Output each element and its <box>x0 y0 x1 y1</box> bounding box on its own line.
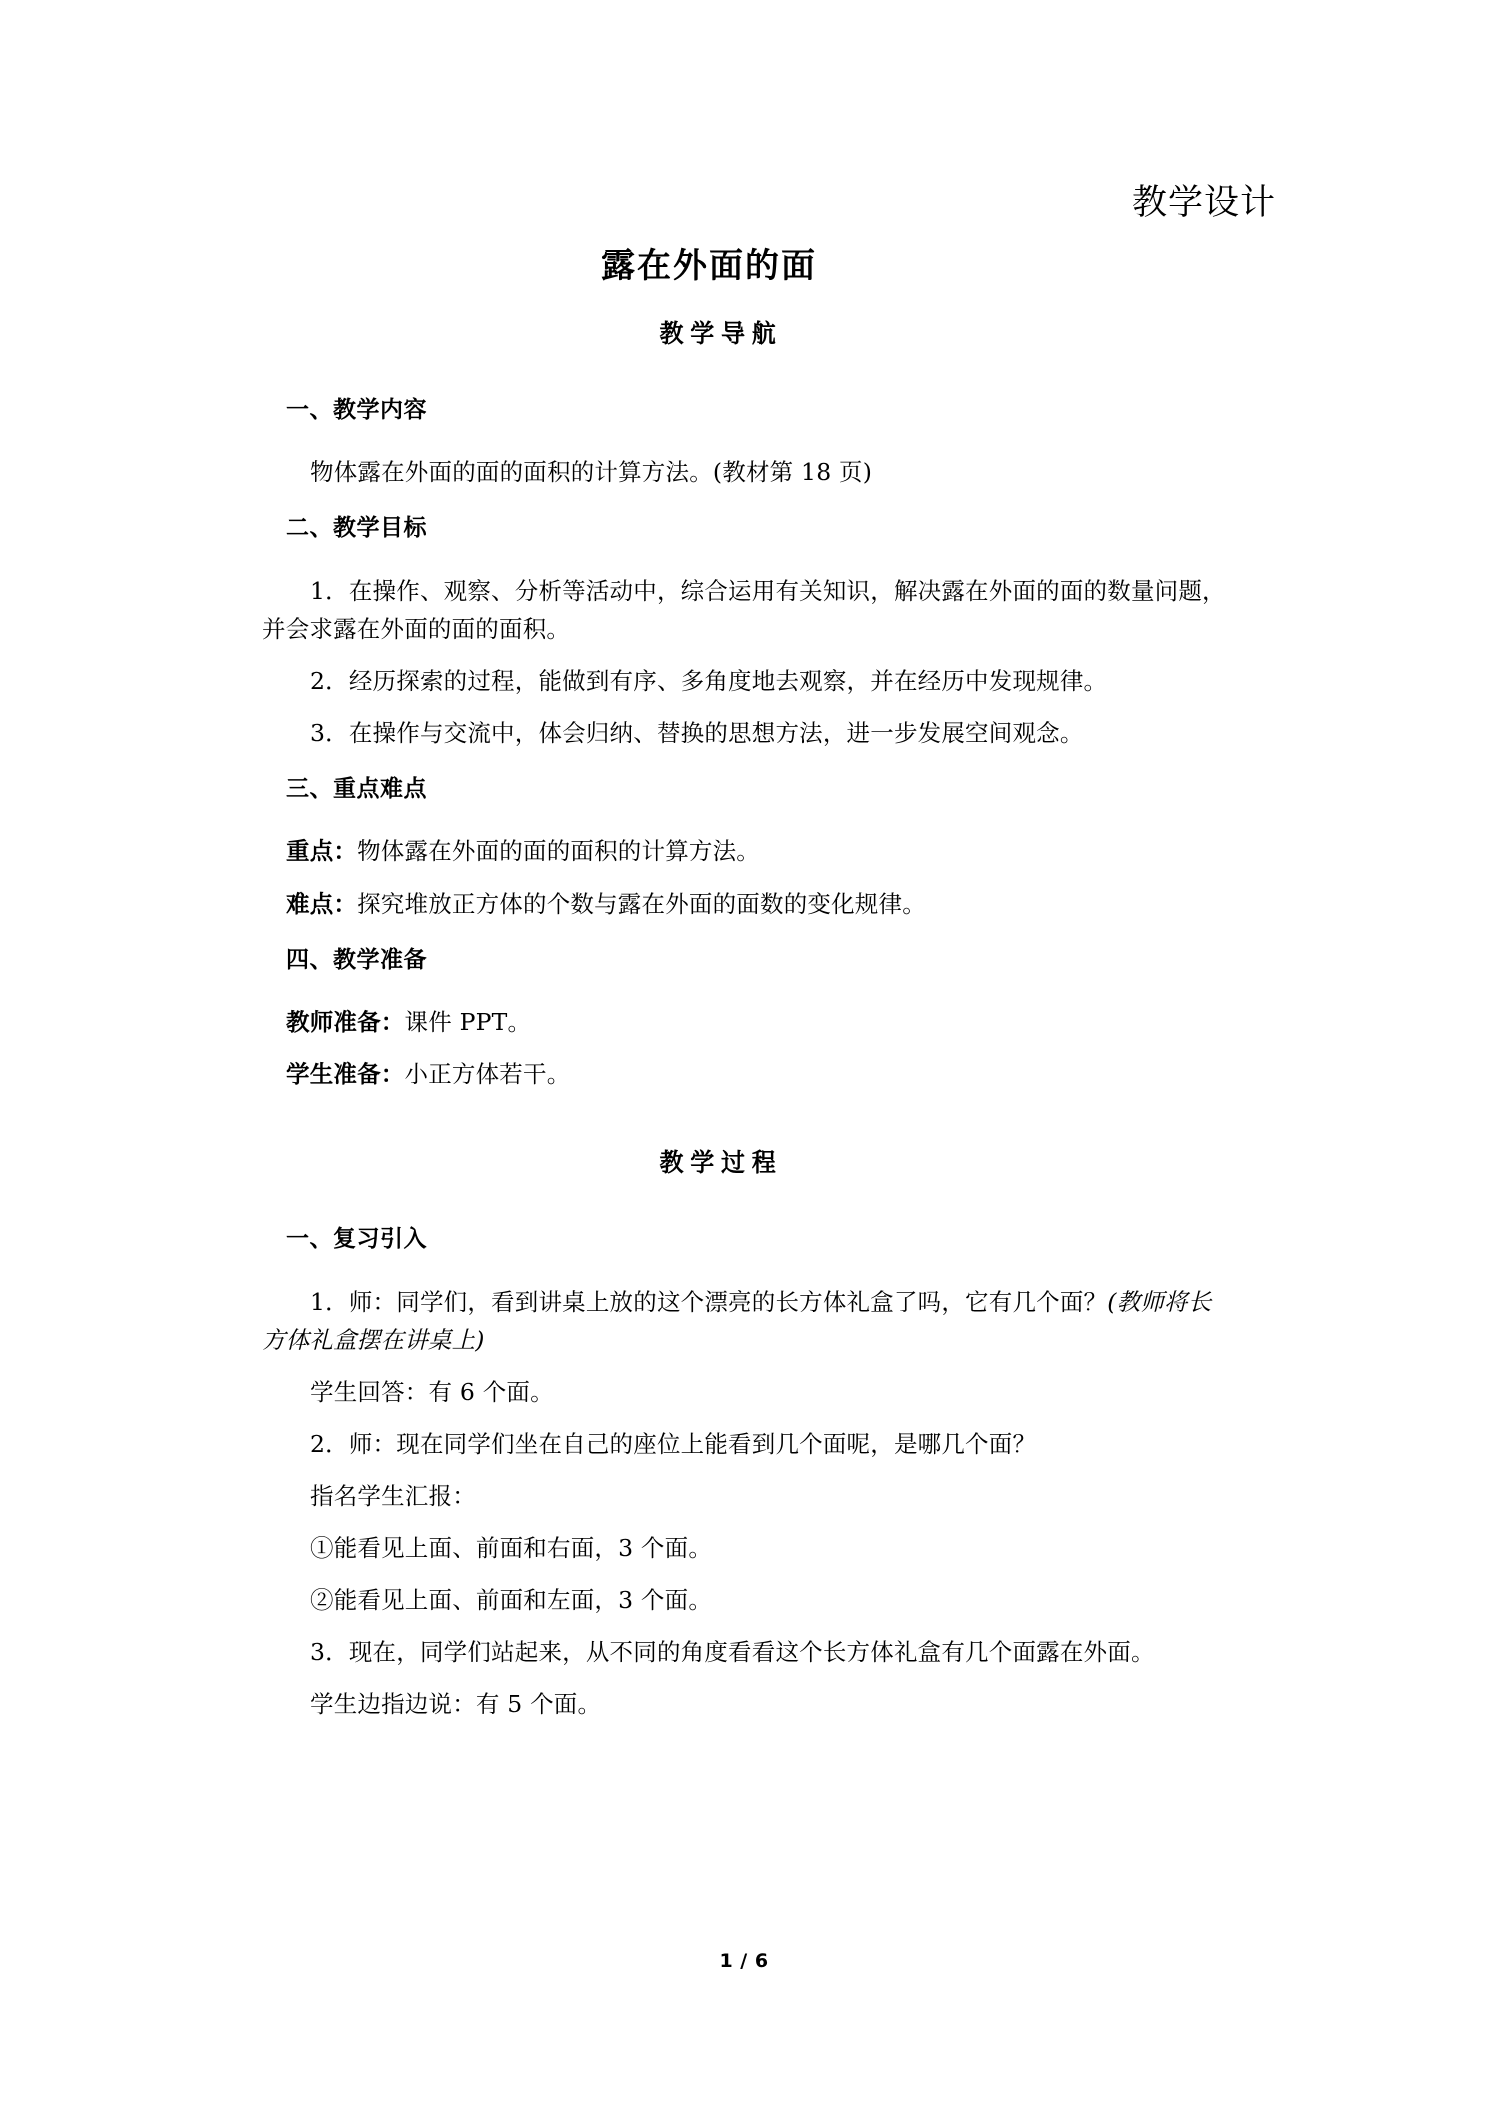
review-item-2: 2．师：现在同学们坐在自己的座位上能看到几个面呢，是哪几个面？ <box>310 1429 1037 1458</box>
review-answer-1: 学生回答：有 6 个面。 <box>310 1377 554 1406</box>
section-heading-teaching-content: 一、教学内容 <box>286 396 427 423</box>
difficulty-point-text: 探究堆放正方体的个数与露在外面的面数的变化规律。 <box>357 889 926 918</box>
banner-teaching-process: 教学过程 <box>659 1148 783 1178</box>
section-heading-teaching-preparation: 四、教学准备 <box>286 946 427 973</box>
student-preparation-label: 学生准备： <box>286 1060 405 1089</box>
banner-teaching-navigation: 教学导航 <box>659 318 783 348</box>
teacher-preparation-label: 教师准备： <box>286 1008 405 1037</box>
student-preparation-row <box>262 1055 1276 1093</box>
key-point-text: 物体露在外面的面的面积的计算方法。 <box>357 837 761 866</box>
review-report-2: ②能看见上面、前面和左面，3 个面。 <box>310 1586 713 1615</box>
key-point-label: 重点： <box>286 837 358 866</box>
teaching-content-body: 物体露在外面的面的面积的计算方法。(教材第 18 页) <box>310 458 873 487</box>
review-report-1: ①能看见上面、前面和右面，3 个面。 <box>310 1534 713 1563</box>
review-item-1-paren-start: (教师将长 <box>1107 1287 1212 1316</box>
teacher-preparation-row <box>262 1003 1276 1041</box>
objective-item-3: 3．在操作与交流中，体会归纳、替换的思想方法，进一步发展空间观念。 <box>310 718 1084 747</box>
review-item-1-line-1 <box>262 1283 1276 1321</box>
teacher-preparation-text: 课件 PPT。 <box>404 1008 532 1037</box>
section-heading-key-points: 三、重点难点 <box>286 775 427 802</box>
document-header-label: 教学设计 <box>1131 183 1276 223</box>
objective-item-2: 2．经历探索的过程，能做到有序、多角度地去观察，并在经历中发现规律。 <box>310 666 1108 695</box>
review-answer-3: 学生边指边说：有 5 个面。 <box>310 1690 602 1719</box>
objective-item-1-line-1: 1．在操作、观察、分析等活动中，综合运用有关知识，解决露在外面的面的数量问题， <box>310 576 1226 605</box>
difficulty-point-label: 难点： <box>286 889 358 918</box>
review-item-1-main: 1．师：同学们，看到讲桌上放的这个漂亮的长方体礼盒了吗，它有几个面？ <box>310 1287 1108 1316</box>
section-heading-teaching-objectives: 二、教学目标 <box>286 515 427 542</box>
review-item-3: 3．现在，同学们站起来，从不同的角度看看这个长方体礼盒有几个面露在外面。 <box>310 1638 1155 1667</box>
review-item-1-paren-end: 方体礼盒摆在讲桌上) <box>262 1325 485 1354</box>
student-preparation-text: 小正方体若干。 <box>404 1060 571 1089</box>
page-title: 露在外面的面 <box>601 245 817 286</box>
page-footer: 1 / 6 <box>719 1950 769 1972</box>
section-heading-review-introduction: 一、复习引入 <box>286 1226 427 1253</box>
difficulty-point-row <box>262 885 1276 923</box>
review-report-prompt: 指名学生汇报： <box>310 1481 476 1510</box>
objective-item-1-line-2: 并会求露在外面的面的面积。 <box>262 614 571 643</box>
key-point-row <box>262 832 1276 870</box>
